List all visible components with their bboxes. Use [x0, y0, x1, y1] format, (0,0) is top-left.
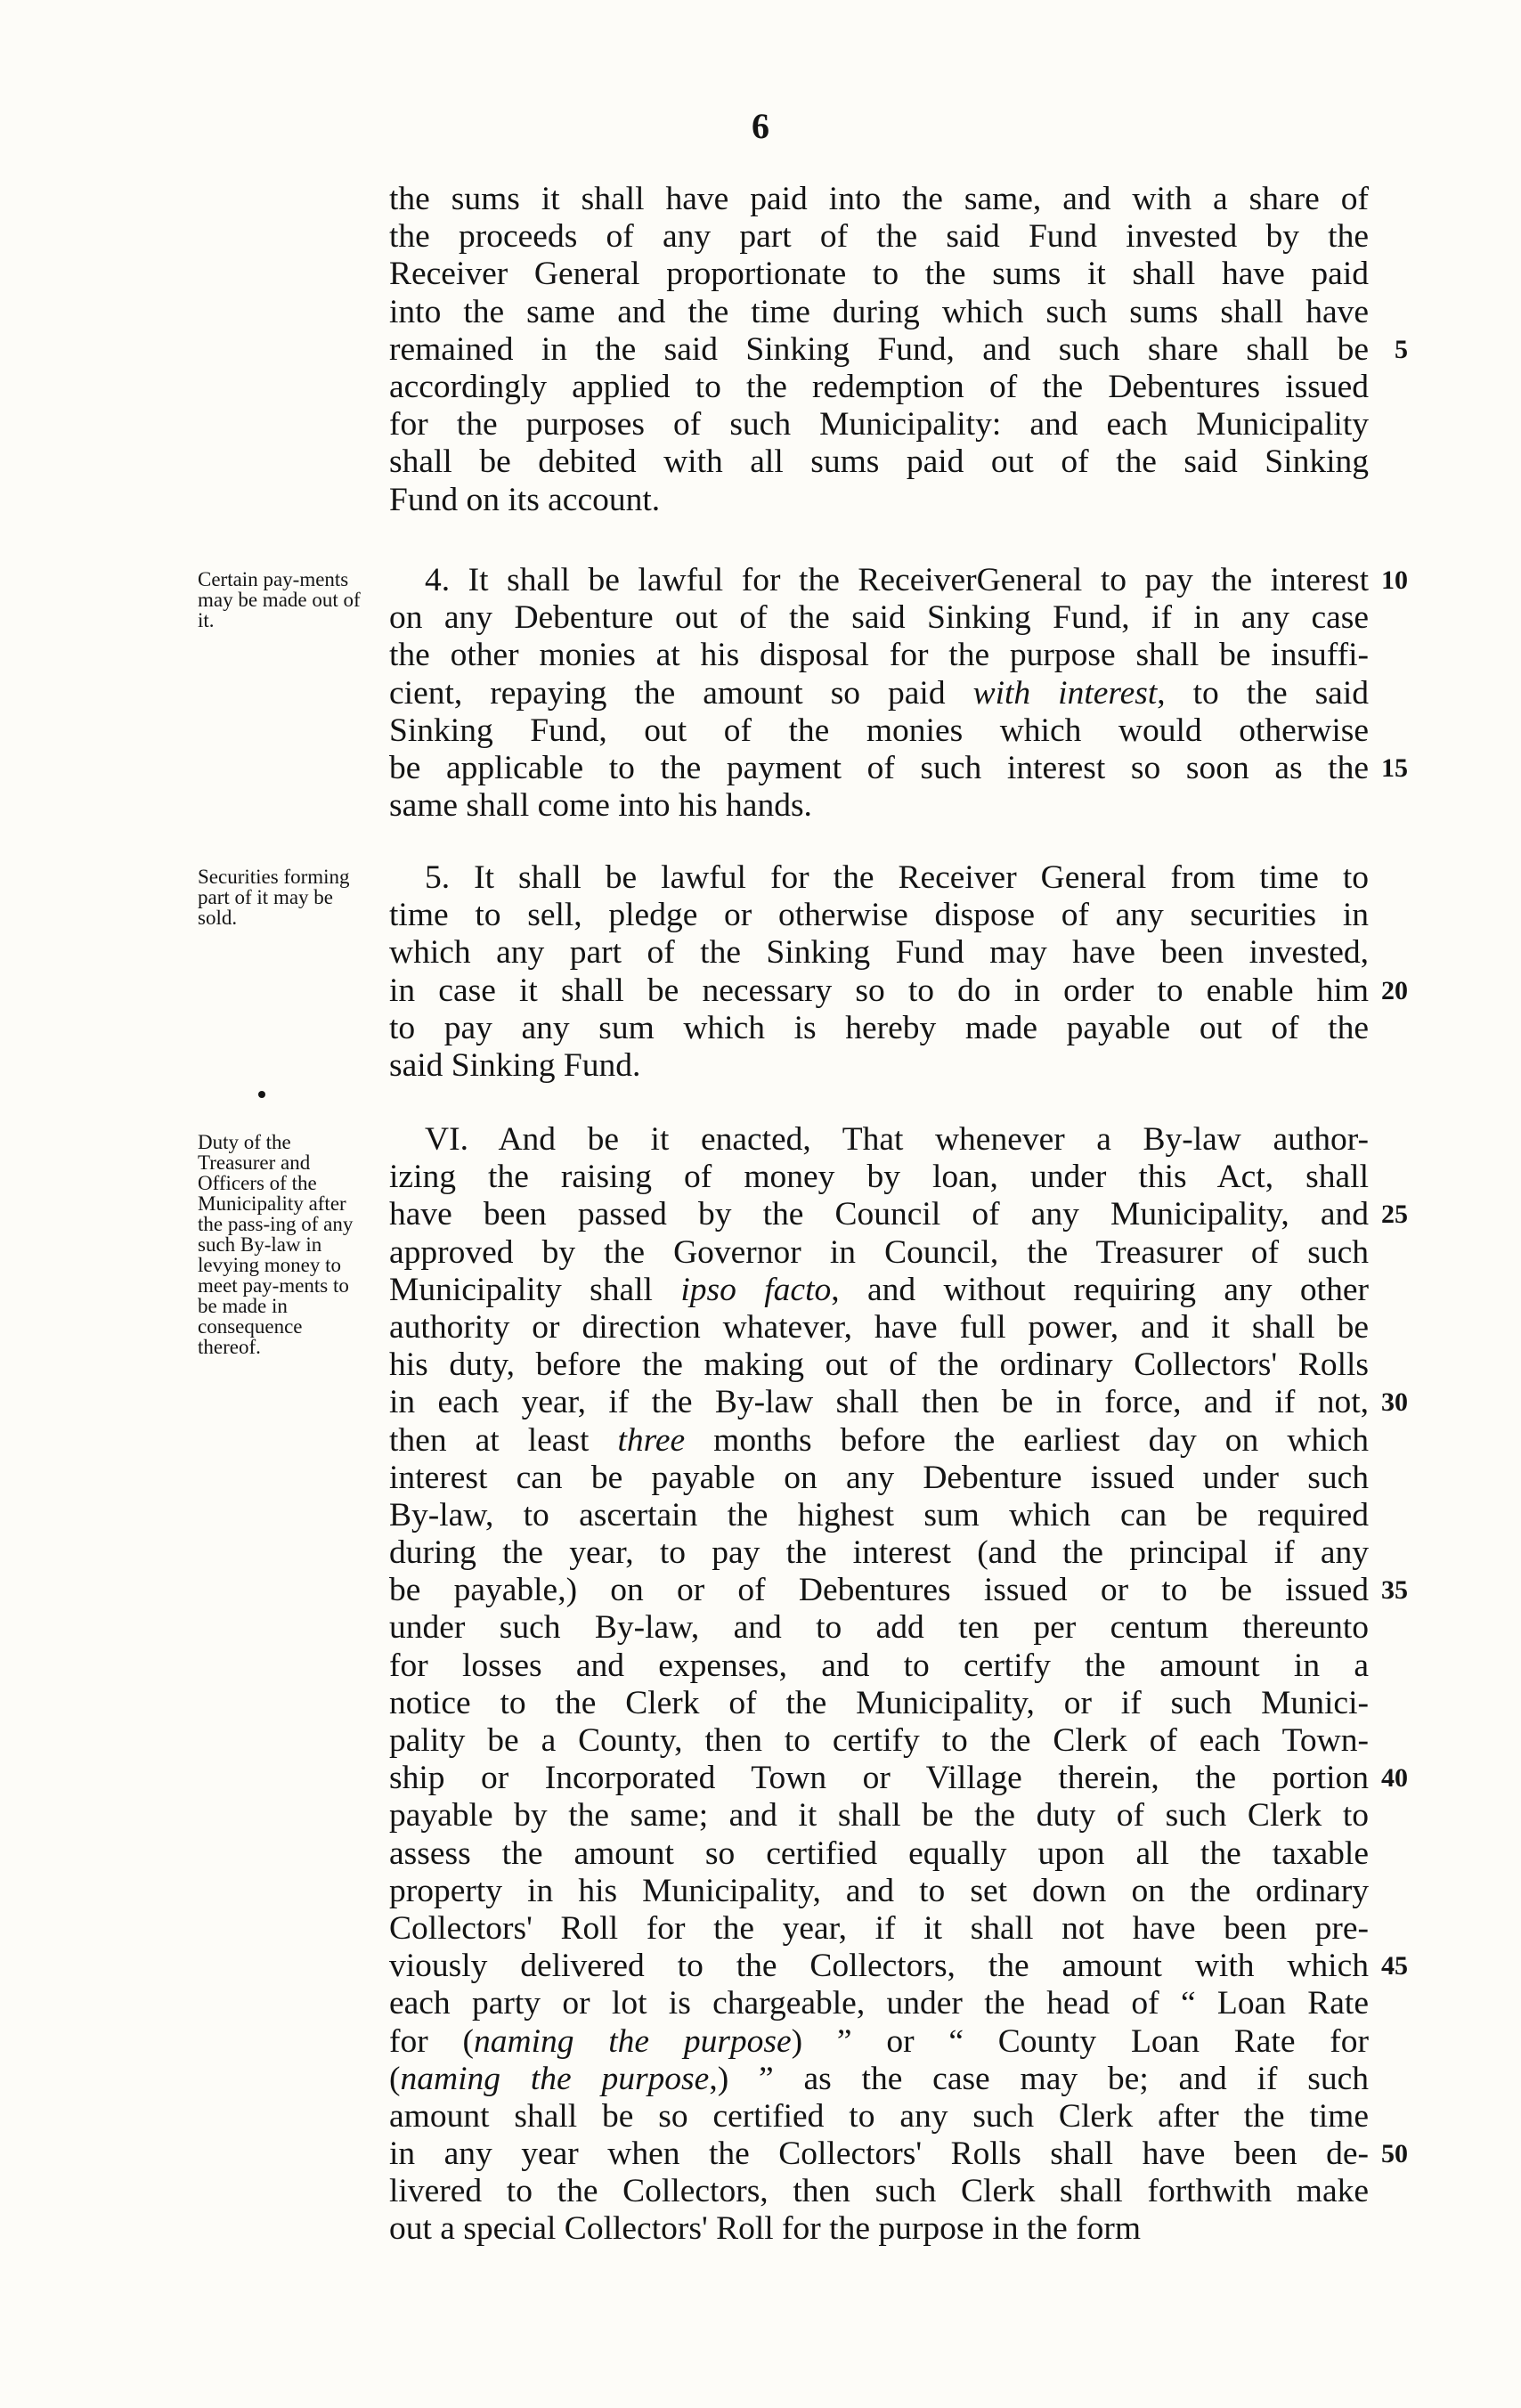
text-line: [389, 2098, 1369, 2135]
text-line: [389, 897, 1369, 934]
text-line: [389, 1534, 1369, 1572]
line-text: under such By-law, and to add ten per centum thereunto: [389, 1609, 1369, 1647]
text-line: [389, 675, 1369, 712]
paragraph-lines: [389, 181, 1408, 519]
text-line: [389, 2061, 1369, 2098]
line-number: 15: [1381, 752, 1408, 783]
line-text: pality be a County, then to certify to the Clerk of each Town-: [389, 1722, 1369, 1759]
line-text: 4. It shall be lawful for the ReceiverGeneral to pay the interest: [425, 562, 1369, 598]
line-text: the other monies at his disposal for the purpose shall be insuffi-: [389, 637, 1369, 674]
text-line: [389, 637, 1369, 674]
line-text: cient, repaying the amount so paid with interest, to the said: [389, 674, 1369, 712]
line-text: the sums it shall have paid into the same, and with a share of: [389, 181, 1369, 217]
text-line: [389, 1384, 1408, 1421]
text-line: [389, 330, 1408, 369]
text-line: [389, 934, 1369, 972]
paragraph-lines: [389, 859, 1408, 1085]
line-text: into the same and the time during which such sums shall have: [389, 293, 1369, 330]
line-text: interest can be payable on any Debenture issued under such: [389, 1459, 1369, 1496]
text-line: [389, 1910, 1369, 1948]
line-number: 50: [1381, 2139, 1408, 2169]
text-line: [389, 1121, 1369, 1159]
line-text: remained in the said Sinking Fund, and such share shall be: [389, 330, 1369, 368]
line-text: Sinking Fund, out of the monies which would otherwise: [389, 712, 1369, 749]
text-line: [389, 1010, 1369, 1047]
line-text: payable by the same; and it shall be the duty of such Clerk to: [389, 1797, 1369, 1834]
text-line: [389, 712, 1369, 750]
line-text: viously delivered to the Collectors, the amount with which: [389, 1948, 1369, 1985]
line-text: be payable,) on or of Debentures issued or to be issued: [389, 1572, 1369, 1609]
text-line: [389, 218, 1369, 256]
paragraph-lines: [389, 562, 1408, 825]
text-line: [389, 369, 1369, 406]
text-line: [389, 1272, 1369, 1309]
text-line: [389, 2135, 1408, 2173]
text-line: [389, 1159, 1369, 1196]
text-line: [389, 1722, 1369, 1760]
text-line: [389, 1760, 1408, 1797]
line-text: then at least three months before the earliest day on which: [389, 1421, 1369, 1459]
text-line: [389, 2023, 1369, 2061]
line-text: out a special Collectors' Roll for the purpose in the form: [389, 2210, 1142, 2248]
line-text: VI. And be it enacted, That whenever a By-law author-: [425, 1121, 1369, 1158]
text-line: [389, 1685, 1369, 1722]
line-text: same shall come into his hands.: [389, 787, 812, 825]
line-text: shall be debited with all sums paid out of the said Sinking: [389, 443, 1369, 481]
line-text: livered to the Collectors, then such Clerk shall forthwith make: [389, 2173, 1369, 2210]
text-line: [389, 406, 1369, 443]
margin-note: Duty of the Treasurer and Officers of the Municipality after the pass-ing of any such By-law in levying money to meet pay-ments to be made in consequence thereof.: [198, 1131, 354, 1358]
stray-mark: [258, 1091, 265, 1098]
line-text: assess the amount so certified equally upon all the taxable: [389, 1834, 1369, 1872]
line-text: his duty, before the making out of the ordinary Collectors' Rolls: [389, 1346, 1369, 1384]
text-line: [389, 787, 1369, 825]
text-line: [389, 1572, 1408, 1609]
line-text: for (naming the purpose) ” or “ County Loan Rate for: [389, 2022, 1369, 2060]
text-line: [389, 443, 1369, 481]
line-text: said Sinking Fund.: [389, 1046, 641, 1084]
text-line: [389, 1234, 1369, 1272]
line-number: 10: [1381, 565, 1408, 595]
text-line: [389, 1346, 1369, 1384]
text-line: [389, 1647, 1369, 1685]
line-text: amount shall be so certified to any such Clerk after the time: [389, 2097, 1369, 2135]
line-text: authority or direction whatever, have full power, and it shall be: [389, 1308, 1369, 1346]
text-line: [389, 256, 1369, 293]
line-text: approved by the Governor in Council, the Treasurer of such: [389, 1233, 1369, 1271]
text-line: [389, 1873, 1369, 1910]
line-text: time to sell, pledge or otherwise dispose of any securities in: [389, 897, 1369, 934]
line-text: notice to the Clerk of the Municipality, or if such Munici-: [389, 1684, 1369, 1721]
line-text: during the year, to pay the interest (and the principal if any: [389, 1534, 1369, 1572]
line-number: 35: [1381, 1575, 1408, 1606]
text-line: [389, 1047, 1369, 1085]
line-text: (naming the purpose,) ” as the case may be; and if such: [389, 2060, 1370, 2097]
line-text: each party or lot is chargeable, under the head of “ Loan Rate: [389, 1985, 1369, 2022]
line-number: 40: [1381, 1763, 1408, 1794]
line-text: in each year, if the By-law shall then be in force, and if not,: [389, 1384, 1369, 1421]
text-line: [389, 749, 1408, 787]
line-text: Municipality shall ipso facto, and without requiring any other: [389, 1271, 1369, 1308]
line-text: Fund on its account.: [389, 481, 661, 518]
page-number: 6: [752, 106, 769, 146]
text-line: [389, 859, 1369, 897]
paragraph-lines: [389, 1121, 1408, 2249]
line-number: 45: [1381, 1951, 1408, 1981]
margin-note: Securities forming part of it may be sold.: [198, 866, 350, 929]
text-line: [389, 1497, 1369, 1534]
text-line: [389, 2210, 1369, 2248]
text-line: [389, 181, 1369, 218]
text-line: [389, 1835, 1369, 1873]
line-text: on any Debenture out of the said Sinking Fund, if in any case: [389, 599, 1369, 637]
line-text: to pay any sum which is hereby made payable out of the: [389, 1009, 1369, 1046]
line-text: for the purposes of such Municipality: and each Municipality: [389, 406, 1369, 443]
line-text: which any part of the Sinking Fund may have been invested,: [389, 934, 1369, 972]
line-text: izing the raising of money by loan, under this Act, shall: [389, 1159, 1369, 1196]
text-line: [389, 294, 1369, 331]
text-line: [389, 1460, 1369, 1497]
line-number: 5: [1395, 334, 1408, 364]
text-line: [389, 1797, 1369, 1834]
text-line: [389, 1422, 1369, 1460]
text-line: [389, 482, 1369, 519]
line-text: ship or Incorporated Town or Village therein, the portion: [389, 1760, 1369, 1797]
line-text: accordingly applied to the redemption of the Debentures issued: [389, 368, 1369, 405]
line-text: Collectors' Roll for the year, if it shall not have been pre-: [389, 1909, 1369, 1947]
line-text: in any year when the Collectors' Rolls shall have been de-: [389, 2135, 1369, 2173]
text-line: [389, 1948, 1408, 1985]
line-text: property in his Municipality, and to set down on the ordinary: [389, 1872, 1369, 1909]
text-line: [389, 1609, 1369, 1647]
text-line: [389, 972, 1408, 1010]
line-text: for losses and expenses, and to certify the amount in a: [389, 1647, 1369, 1684]
line-text: have been passed by the Council of any Municipality, and: [389, 1196, 1369, 1233]
line-text: 5. It shall be lawful for the Receiver General from time to: [425, 859, 1369, 896]
line-number: 20: [1381, 975, 1408, 1005]
text-line: [389, 599, 1369, 637]
line-number: 30: [1381, 1387, 1408, 1418]
line-text: the proceeds of any part of the said Fund invested by the: [389, 218, 1369, 256]
text-line: [389, 1309, 1369, 1346]
line-text: Receiver General proportionate to the sums it shall have paid: [389, 256, 1369, 293]
margin-note: Certain pay-ments may be made out of it.: [198, 568, 361, 631]
line-text: in case it shall be necessary so to do in order to enable him: [389, 972, 1369, 1009]
text-line: [389, 1985, 1369, 2022]
text-line: [389, 2173, 1369, 2210]
line-number: 25: [1381, 1200, 1408, 1230]
line-text: be applicable to the payment of such interest so soon as the: [389, 749, 1369, 786]
text-line: [389, 562, 1408, 599]
text-line: [389, 1196, 1408, 1233]
line-text: By-law, to ascertain the highest sum which can be required: [389, 1496, 1369, 1533]
